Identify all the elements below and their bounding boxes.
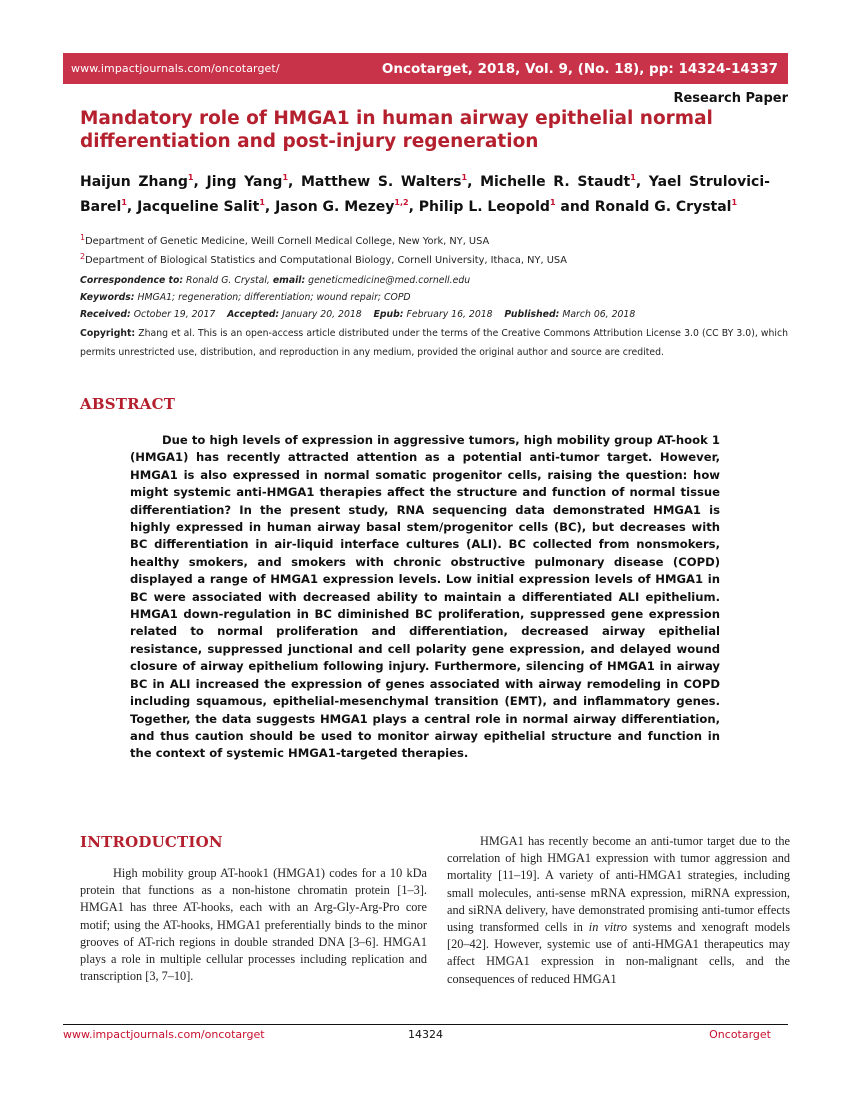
dates-line [80,309,635,320]
affiliation-number: 2 [80,252,86,261]
footer-divider [63,1024,788,1025]
accepted-label: Accepted: [227,309,280,320]
affiliation-number: 1 [80,233,86,242]
author-name: Jason G. Mezey [275,198,395,215]
author-name: Philip L. Leopold [418,198,550,215]
author-conjunction: and [560,198,590,215]
correspondence-line [80,275,470,286]
keywords-value: HMGA1; regeneration; differentiation; wound repair; COPD [137,292,411,303]
author-list: Haijun Zhang$^1$, Jing Yang$^1$, Matthew S. Walters$^1$, Michelle R. Staudt$^1$, Yael Strulovici-Barel$^1$, Jacqueline Salit$^1$, Jason G. Mezey$^{1,2}$, Philip L. Leopold$^1$ and Ronald G. Crystal$^1$ [80,173,770,215]
copyright-text: Zhang et al. This is an open-access article distributed under the terms of the Creative Commons Attribution License 3.0 (CC BY 3.0), which permits unrestricted use, distribution, and reproduction in any medium, provided the original author and source are credited. [80,328,788,358]
footer-page-number: 14324 [408,1028,443,1041]
journal-header-bar [63,53,788,84]
correspondence-email[interactable]: geneticmedicine@med.cornell.edu [308,275,471,286]
epub-date: February 16, 2018 [406,309,493,320]
affiliation-2 [80,252,567,266]
author-name: Haijun Zhang [80,174,188,190]
intro-paragraph-2 [447,833,790,988]
paper-type-label: Research Paper [673,91,788,106]
keywords-label: Keywords: [80,292,135,303]
author-name: Ronald G. Crystal [594,198,732,215]
author-name: Jacqueline Salit [137,198,260,215]
intro-paragraph-2-part-a: HMGA1 has recently become an anti-tumor target due to the correlation of high HMGA1 expression with tumor aggression and mortality [11–19]. A variety of anti-HMGA1 strategies, including small molecules, anti-sense mRNA expression, miRNA expression, and siRNA delivery, have demonstrated promising anti-tumor effects using transformed cells in [447,834,790,935]
abstract-text: Due to high levels of expression in aggressive tumors, high mobility group AT-hook 1 (HMGA1) has recently attracted attention as a potential anti-tumor target. However, HMGA1 is also expressed in normal somatic progenitor cells, raising the question: how might systemic anti-HMGA1 therapies affect the structure and function of normal tissue differentiation? In the present study, RNA sequencing data demonstrated HMGA1 is highly expressed in human airway basal stem/progenitor cells (BC), but decreases with BC differentiation in air-liquid interface cultures (ALI). BC collected from nonsmokers, healthy smokers, and smokers with chronic obstructive pulmonary disease (COPD) displayed a range of HMGA1 expression levels. Low initial expression levels of HMGA1 in BC were associated with decreased ability to maintain a differentiated ALI epithelium. HMGA1 down-regulation in BC diminished BC proliferation, suppressed gene expression related to normal proliferation and differentiation, decreased airway epithelial resistance, suppressed junctional and cell polarity gene expression, and delayed wound closure of airway epithelium following injury. Furthermore, silencing of HMGA1 in airway BC in ALI increased the expression of genes associated with airway remodeling in COPD including squamous, epithelial-mesenchymal transition (EMT), and inflammatory genes. Together, the data suggests HMGA1 plays a central role in normal airway differentiation, and thus caution should be used to monitor airway epithelial structure and function in the context of systemic HMGA1-targeted therapies. [130,433,720,761]
author-name: Matthew S. Walters [301,174,462,190]
introduction-heading: INTRODUCTION [80,833,223,851]
author-name: Yael Strulovici-Barel [80,174,770,215]
author-affiliation-mark: 1 [731,197,738,207]
copyright-label: Copyright: [80,328,136,339]
author-affiliation-mark: 1 [282,173,289,182]
published-label: Published: [504,309,560,320]
author-name: Michelle R. Staudt [480,174,631,190]
author-affiliation-mark: 1 [630,173,636,182]
abstract-heading: ABSTRACT [80,395,176,413]
copyright-notice [80,324,788,362]
correspondence-label: Correspondence to: [80,275,184,286]
intro-paragraph-1: High mobility group AT-hook1 (HMGA1) codes for a 10 kDa protein that functions as a non-histone chromatin protein [1–3]. HMGA1 has three AT-hooks, each with an Arg-Gly-Arg-Pro core motif; using the AT-hooks, HMGA1 preferentially binds to the minor grooves of AT-rich regions in double stranded DNA [3–6]. HMGA1 plays a role in multiple cellular processes including replication and transcription [3, 7–10]. [80,866,427,984]
author-affiliation-mark: 1 [121,197,127,207]
epub-label: Epub: [373,309,404,320]
intro-paragraph-2-italic: in vitro [588,920,628,935]
author-name: Jing Yang [206,174,283,190]
author-affiliation-mark: 1 [187,173,194,182]
received-date: October 19, 2017 [133,309,216,320]
affiliation-text: Department of Biological Statistics and Computational Biology, Cornell University, Ithaca, NY, USA [85,255,567,266]
accepted-date: January 20, 2018 [282,309,362,320]
author-affiliation-mark: 1 [549,197,556,207]
keywords-line [80,292,411,303]
author-affiliation-mark: 1 [259,197,265,207]
article-title: Mandatory role of HMGA1 in human airway epithelial normal differentiation and post-injury regeneration [80,108,713,152]
affiliation-1 [80,233,489,247]
header-citation: Oncotarget, 2018, Vol. 9, (No. 18), pp: 14324-14337 [381,60,778,77]
author-affiliation-mark: 1 [461,173,468,182]
footer-journal-url[interactable]: www.impactjournals.com/oncotarget [63,1028,265,1041]
intro-paragraph-2-part-b: systems and xenograft models [20–42]. However, systemic use of anti-HMGA1 therapeutics may affect HMGA1 expression in non-malignant cells, and the consequences of reduced HMGA1 [447,920,790,986]
affiliation-text: Department of Genetic Medicine, Weill Cornell Medical College, New York, NY, USA [85,236,490,247]
footer-journal-name: Oncotarget [709,1028,771,1041]
email-label: email: [272,275,306,286]
published-date: March 06, 2018 [562,309,636,320]
author-affiliation-mark: 1,2 [394,197,409,207]
correspondence-name: Ronald G. Crystal, [186,275,270,286]
received-label: Received: [80,309,131,320]
header-journal-url[interactable]: www.impactjournals.com/oncotarget/ [71,62,280,75]
